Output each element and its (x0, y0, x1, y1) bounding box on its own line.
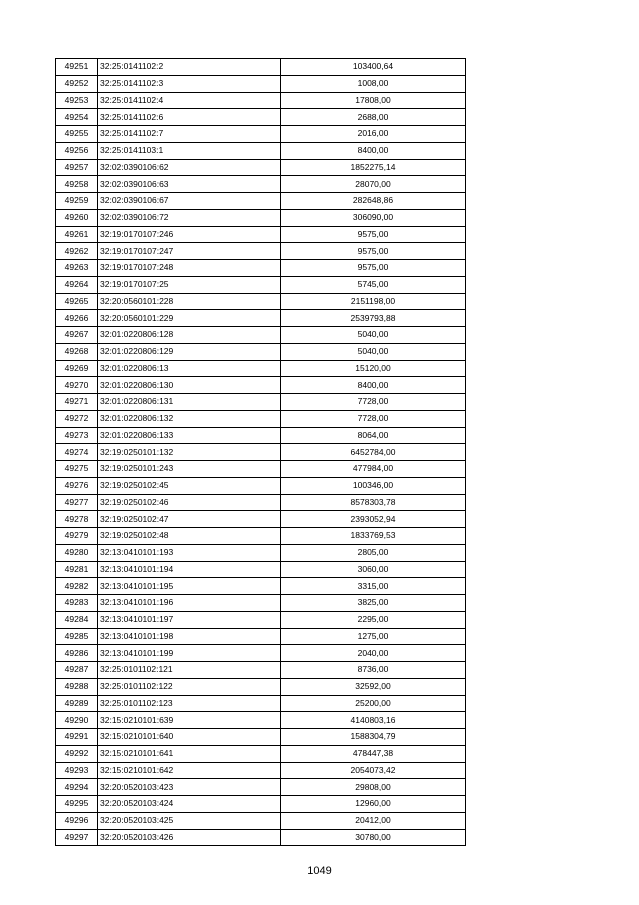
cadastral-number-cell: 32:20:0520103:425 (98, 812, 281, 829)
cadastral-number-cell: 32:15:0210101:640 (98, 729, 281, 746)
row-number-cell: 49276 (56, 477, 98, 494)
value-cell: 29808,00 (281, 779, 466, 796)
table-row (56, 645, 466, 662)
cadastral-number-cell: 32:25:0101102:121 (98, 662, 281, 679)
value-cell: 9575,00 (281, 260, 466, 277)
value-cell: 15120,00 (281, 360, 466, 377)
cadastral-number-cell: 32:19:0250102:46 (98, 494, 281, 511)
row-number-cell: 49280 (56, 544, 98, 561)
value-cell: 2151198,00 (281, 293, 466, 310)
row-number-cell: 49256 (56, 142, 98, 159)
table-row (56, 494, 466, 511)
value-cell: 5745,00 (281, 276, 466, 293)
table-row (56, 544, 466, 561)
table-body (56, 59, 466, 846)
cadastral-number-cell: 32:02:0390106:72 (98, 209, 281, 226)
table-row (56, 796, 466, 813)
table-row (56, 444, 466, 461)
row-number-cell: 49254 (56, 109, 98, 126)
cadastral-number-cell: 32:19:0250102:47 (98, 511, 281, 528)
row-number-cell: 49293 (56, 762, 98, 779)
row-number-cell: 49284 (56, 611, 98, 628)
table-row (56, 226, 466, 243)
table-row (56, 260, 466, 277)
row-number-cell: 49294 (56, 779, 98, 796)
table-row (56, 310, 466, 327)
row-number-cell: 49265 (56, 293, 98, 310)
value-cell: 282648,86 (281, 193, 466, 210)
table-row (56, 410, 466, 427)
row-number-cell: 49253 (56, 92, 98, 109)
cadastral-number-cell: 32:19:0170107:25 (98, 276, 281, 293)
value-cell: 2688,00 (281, 109, 466, 126)
cadastral-number-cell: 32:20:0560101:228 (98, 293, 281, 310)
value-cell: 3825,00 (281, 595, 466, 612)
cadastral-number-cell: 32:25:0101102:122 (98, 678, 281, 695)
row-number-cell: 49270 (56, 377, 98, 394)
value-cell: 1852275,14 (281, 159, 466, 176)
value-cell: 2539793,88 (281, 310, 466, 327)
value-cell: 32592,00 (281, 678, 466, 695)
cadastral-number-cell: 32:19:0250101:243 (98, 461, 281, 478)
row-number-cell: 49267 (56, 327, 98, 344)
value-cell: 7728,00 (281, 394, 466, 411)
page-number: 1049 (307, 865, 332, 877)
table-row (56, 293, 466, 310)
cadastral-number-cell: 32:13:0410101:195 (98, 578, 281, 595)
value-cell: 2805,00 (281, 544, 466, 561)
value-cell: 103400,64 (281, 59, 466, 76)
data-table (55, 58, 466, 846)
cadastral-number-cell: 32:01:0220806:129 (98, 343, 281, 360)
value-cell: 9575,00 (281, 226, 466, 243)
row-number-cell: 49268 (56, 343, 98, 360)
row-number-cell: 49281 (56, 561, 98, 578)
cadastral-number-cell: 32:13:0410101:193 (98, 544, 281, 561)
cadastral-number-cell: 32:02:0390106:67 (98, 193, 281, 210)
cadastral-number-cell: 32:13:0410101:197 (98, 611, 281, 628)
table-row (56, 92, 466, 109)
value-cell: 25200,00 (281, 695, 466, 712)
table-row (56, 729, 466, 746)
row-number-cell: 49273 (56, 427, 98, 444)
table-row (56, 528, 466, 545)
value-cell: 1588304,79 (281, 729, 466, 746)
cadastral-number-cell: 32:02:0390106:63 (98, 176, 281, 193)
cadastral-number-cell: 32:13:0410101:198 (98, 628, 281, 645)
cadastral-number-cell: 32:02:0390106:62 (98, 159, 281, 176)
cadastral-number-cell: 32:19:0170107:246 (98, 226, 281, 243)
row-number-cell: 49297 (56, 829, 98, 846)
table-row (56, 427, 466, 444)
value-cell: 478447,38 (281, 745, 466, 762)
row-number-cell: 49283 (56, 595, 98, 612)
table-row (56, 461, 466, 478)
table-row (56, 561, 466, 578)
value-cell: 1008,00 (281, 75, 466, 92)
cadastral-number-cell: 32:01:0220806:131 (98, 394, 281, 411)
row-number-cell: 49255 (56, 126, 98, 143)
value-cell: 5040,00 (281, 327, 466, 344)
value-cell: 3315,00 (281, 578, 466, 595)
table-row (56, 779, 466, 796)
row-number-cell: 49258 (56, 176, 98, 193)
value-cell: 477984,00 (281, 461, 466, 478)
table-row (56, 75, 466, 92)
table-row (56, 712, 466, 729)
cadastral-number-cell: 32:25:0141103:1 (98, 142, 281, 159)
value-cell: 2016,00 (281, 126, 466, 143)
row-number-cell: 49260 (56, 209, 98, 226)
value-cell: 2054073,42 (281, 762, 466, 779)
cadastral-number-cell: 32:13:0410101:196 (98, 595, 281, 612)
row-number-cell: 49291 (56, 729, 98, 746)
cadastral-number-cell: 32:20:0520103:426 (98, 829, 281, 846)
table-row (56, 209, 466, 226)
row-number-cell: 49271 (56, 394, 98, 411)
table-row (56, 276, 466, 293)
table-row (56, 678, 466, 695)
row-number-cell: 49285 (56, 628, 98, 645)
cadastral-number-cell: 32:25:0141102:2 (98, 59, 281, 76)
row-number-cell: 49296 (56, 812, 98, 829)
value-cell: 17808,00 (281, 92, 466, 109)
table-row (56, 611, 466, 628)
table-row (56, 176, 466, 193)
table-row (56, 695, 466, 712)
row-number-cell: 49257 (56, 159, 98, 176)
cadastral-number-cell: 32:01:0220806:132 (98, 410, 281, 427)
row-number-cell: 49274 (56, 444, 98, 461)
table-row (56, 477, 466, 494)
cadastral-number-cell: 32:15:0210101:639 (98, 712, 281, 729)
row-number-cell: 49290 (56, 712, 98, 729)
cadastral-number-cell: 32:19:0170107:248 (98, 260, 281, 277)
value-cell: 8736,00 (281, 662, 466, 679)
row-number-cell: 49286 (56, 645, 98, 662)
value-cell: 1275,00 (281, 628, 466, 645)
value-cell: 2040,00 (281, 645, 466, 662)
value-cell: 8400,00 (281, 377, 466, 394)
table-row (56, 59, 466, 76)
row-number-cell: 49292 (56, 745, 98, 762)
value-cell: 6452784,00 (281, 444, 466, 461)
row-number-cell: 49287 (56, 662, 98, 679)
table-row (56, 360, 466, 377)
table-row (56, 142, 466, 159)
value-cell: 2393052,94 (281, 511, 466, 528)
table-row (56, 511, 466, 528)
cadastral-number-cell: 32:01:0220806:13 (98, 360, 281, 377)
row-number-cell: 49266 (56, 310, 98, 327)
value-cell: 20412,00 (281, 812, 466, 829)
row-number-cell: 49282 (56, 578, 98, 595)
cadastral-number-cell: 32:13:0410101:199 (98, 645, 281, 662)
table-row (56, 159, 466, 176)
table-row (56, 745, 466, 762)
value-cell: 30780,00 (281, 829, 466, 846)
row-number-cell: 49261 (56, 226, 98, 243)
value-cell: 12960,00 (281, 796, 466, 813)
row-number-cell: 49289 (56, 695, 98, 712)
table-row (56, 812, 466, 829)
value-cell: 8578303,78 (281, 494, 466, 511)
table-row (56, 109, 466, 126)
value-cell: 7728,00 (281, 410, 466, 427)
table-row (56, 762, 466, 779)
value-cell: 28070,00 (281, 176, 466, 193)
table-row (56, 628, 466, 645)
row-number-cell: 49272 (56, 410, 98, 427)
table-row (56, 829, 466, 846)
row-number-cell: 49277 (56, 494, 98, 511)
cadastral-number-cell: 32:19:0250102:48 (98, 528, 281, 545)
cadastral-number-cell: 32:25:0141102:4 (98, 92, 281, 109)
row-number-cell: 49252 (56, 75, 98, 92)
table-row (56, 595, 466, 612)
value-cell: 8400,00 (281, 142, 466, 159)
value-cell: 4140803,16 (281, 712, 466, 729)
value-cell: 306090,00 (281, 209, 466, 226)
table-row (56, 377, 466, 394)
cadastral-number-cell: 32:20:0560101:229 (98, 310, 281, 327)
cadastral-number-cell: 32:20:0520103:424 (98, 796, 281, 813)
cadastral-number-cell: 32:13:0410101:194 (98, 561, 281, 578)
table-row (56, 662, 466, 679)
value-cell: 8064,00 (281, 427, 466, 444)
table-row (56, 126, 466, 143)
table-row (56, 394, 466, 411)
cadastral-number-cell: 32:01:0220806:130 (98, 377, 281, 394)
value-cell: 2295,00 (281, 611, 466, 628)
row-number-cell: 49263 (56, 260, 98, 277)
table-row (56, 578, 466, 595)
cadastral-number-cell: 32:25:0101102:123 (98, 695, 281, 712)
value-cell: 3060,00 (281, 561, 466, 578)
row-number-cell: 49259 (56, 193, 98, 210)
cadastral-number-cell: 32:19:0170107:247 (98, 243, 281, 260)
row-number-cell: 49264 (56, 276, 98, 293)
row-number-cell: 49269 (56, 360, 98, 377)
value-cell: 9575,00 (281, 243, 466, 260)
cadastral-number-cell: 32:15:0210101:642 (98, 762, 281, 779)
value-cell: 5040,00 (281, 343, 466, 360)
row-number-cell: 49275 (56, 461, 98, 478)
table-row (56, 193, 466, 210)
cadastral-number-cell: 32:25:0141102:6 (98, 109, 281, 126)
table-row (56, 243, 466, 260)
cadastral-number-cell: 32:19:0250101:132 (98, 444, 281, 461)
value-cell: 100346,00 (281, 477, 466, 494)
cadastral-number-cell: 32:25:0141102:3 (98, 75, 281, 92)
row-number-cell: 49279 (56, 528, 98, 545)
cadastral-number-cell: 32:01:0220806:128 (98, 327, 281, 344)
value-cell: 1833769,53 (281, 528, 466, 545)
row-number-cell: 49251 (56, 59, 98, 76)
cadastral-number-cell: 32:15:0210101:641 (98, 745, 281, 762)
cadastral-number-cell: 32:01:0220806:133 (98, 427, 281, 444)
cadastral-number-cell: 32:20:0520103:423 (98, 779, 281, 796)
row-number-cell: 49288 (56, 678, 98, 695)
table-row (56, 343, 466, 360)
row-number-cell: 49278 (56, 511, 98, 528)
cadastral-number-cell: 32:25:0141102:7 (98, 126, 281, 143)
table-row (56, 327, 466, 344)
cadastral-number-cell: 32:19:0250102:45 (98, 477, 281, 494)
row-number-cell: 49262 (56, 243, 98, 260)
row-number-cell: 49295 (56, 796, 98, 813)
